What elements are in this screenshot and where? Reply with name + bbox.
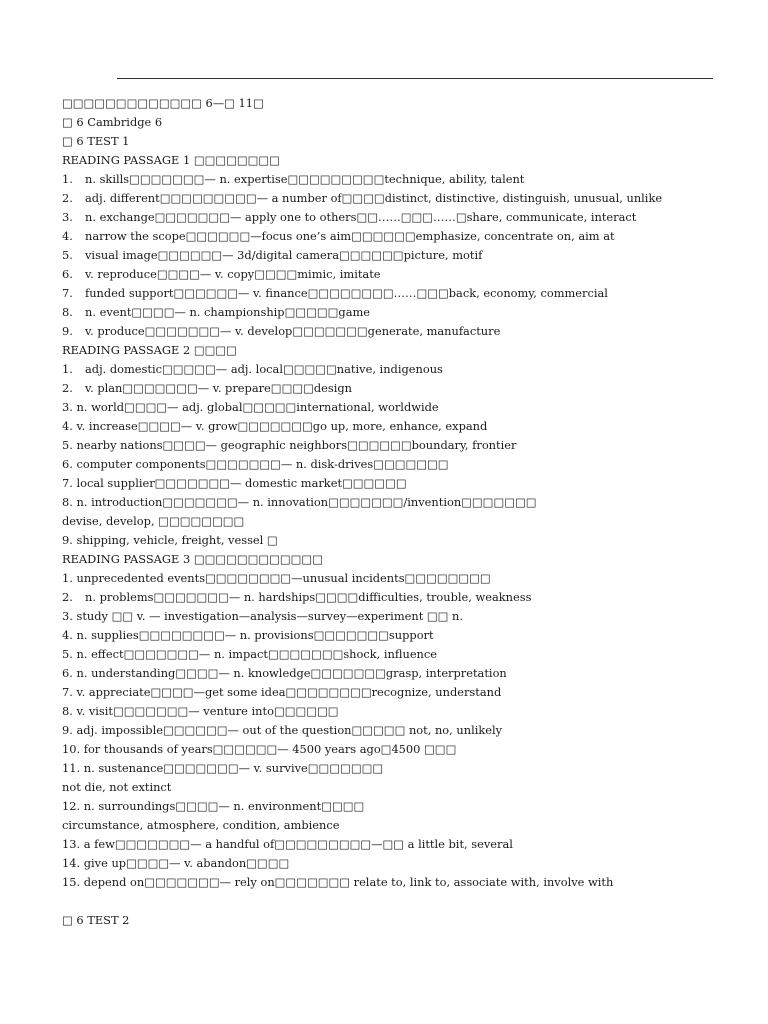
rp2-title: READING PASSAGE 2 □□□□: [62, 343, 237, 357]
item-text: visual image□□□□□□— 3d/digital camera□□□□□□picture, motif: [85, 248, 483, 262]
rp3-item: 10. for thousands of years□□□□□□— 4500 years ago□4500 □□□: [62, 742, 457, 756]
rp3-item: 11. n. sustenance□□□□□□□— v. survive□□□□□□□: [62, 761, 384, 775]
item-number: 1.: [62, 172, 73, 186]
item-number: 7.: [62, 286, 73, 300]
rp3-item: 1. unprecedented events□□□□□□□□—unusual incidents□□□□□□□□: [62, 571, 491, 585]
rp2-item: 4. v. increase□□□□— v. grow□□□□□□□go up, more, enhance, expand: [62, 419, 488, 433]
rp3-item: [62, 588, 752, 607]
rp3-item: 3. study □□ v. — investigation—analysis—survey—experiment □□ n.: [62, 609, 463, 623]
item-number: 2.: [62, 590, 73, 604]
item-text: adj. different□□□□□□□□□— a number of□□□□distinct, distinctive, distinguish, unusual, unlike: [85, 191, 663, 205]
rp1-item: [62, 170, 752, 189]
rp2-item: 5. nearby nations□□□□— geographic neighbors□□□□□□boundary, frontier: [62, 438, 517, 452]
rp3-item: 5. n. effect□□□□□□□— n. impact□□□□□□□shock, influence: [62, 647, 438, 661]
blank-line: [62, 892, 752, 911]
rp1-item: [62, 208, 752, 227]
rp1-item: [62, 227, 752, 246]
rp1-item: [62, 303, 752, 322]
rp3-item: not die, not extinct: [62, 780, 172, 794]
next-test-heading: □ 6 TEST 2: [62, 913, 130, 927]
item-text: narrow the scope□□□□□□—focus one’s aim□□□□□□emphasize, concentrate on, aim at: [85, 229, 615, 243]
item-text: n. skills□□□□□□□— n. expertise□□□□□□□□□technique, ability, talent: [85, 172, 525, 186]
rp3-item: 9. adj. impossible□□□□□□— out of the question□□□□□ not, no, unlikely: [62, 723, 503, 737]
item-text: funded support□□□□□□— v. finance□□□□□□□□……□□□back, economy, commercial: [85, 286, 608, 300]
rp2-item: 7. local supplier□□□□□□□— domestic market□□□□□□: [62, 476, 407, 490]
item-number: 2.: [62, 381, 73, 395]
rp3-item: 8. v. visit□□□□□□□— venture into□□□□□□: [62, 704, 339, 718]
item-text: n. exchange□□□□□□□— apply one to others□□……□□□……□share, communicate, interact: [85, 210, 637, 224]
item-number: 1.: [62, 362, 73, 376]
rp1-item: [62, 246, 752, 265]
header-rule: [117, 78, 713, 79]
rp3-item: 12. n. surroundings□□□□— n. environment□□□□: [62, 799, 365, 813]
rp3-item: 4. n. supplies□□□□□□□□— n. provisions□□□□□□□support: [62, 628, 434, 642]
rp2-item: [62, 379, 752, 398]
rp1-item: [62, 284, 752, 303]
rp2-item: 8. n. introduction□□□□□□□— n. innovation□□□□□□□/invention□□□□□□□: [62, 495, 537, 509]
rp1-title: READING PASSAGE 1 □□□□□□□□: [62, 153, 280, 167]
item-text: v. produce□□□□□□□— v. develop□□□□□□□generate, manufacture: [85, 324, 501, 338]
item-number: 6.: [62, 267, 73, 281]
rp2-item: 9. shipping, vehicle, freight, vessel □: [62, 533, 278, 547]
item-text: v. plan□□□□□□□— v. prepare□□□□design: [85, 381, 352, 395]
item-text: v. reproduce□□□□— v. copy□□□□mimic, imitate: [85, 267, 381, 281]
item-number: 5.: [62, 248, 73, 262]
rp1-item: [62, 189, 752, 208]
doc-header-line: □□□□□□□□□□□□□ 6—□ 11□: [62, 96, 264, 110]
item-number: 9.: [62, 324, 73, 338]
rp3-title: READING PASSAGE 3 □□□□□□□□□□□□: [62, 552, 323, 566]
rp1-item: [62, 265, 752, 284]
doc-header-line: □ 6 Cambridge 6: [62, 115, 163, 129]
rp3-item: 15. depend on□□□□□□□— rely on□□□□□□□ relate to, link to, associate with, involve with: [62, 875, 614, 889]
rp3-item: 7. v. appreciate□□□□—get some idea□□□□□□□□recognize, understand: [62, 685, 502, 699]
item-text: n. event□□□□— n. championship□□□□□game: [85, 305, 371, 319]
rp2-item: devise, develop, □□□□□□□□: [62, 514, 245, 528]
rp3-item: 6. n. understanding□□□□— n. knowledge□□□□□□□grasp, interpretation: [62, 666, 507, 680]
rp1-item: [62, 322, 752, 341]
doc-header-line: □ 6 TEST 1: [62, 134, 130, 148]
item-number: 4.: [62, 229, 73, 243]
item-number: 3.: [62, 210, 73, 224]
rp3-item: 14. give up□□□□— v. abandon□□□□: [62, 856, 290, 870]
rp2-item: [62, 360, 752, 379]
rp2-item: 3. n. world□□□□— adj. global□□□□□international, worldwide: [62, 400, 439, 414]
rp3-item: circumstance, atmosphere, condition, ambience: [62, 818, 340, 832]
item-text: adj. domestic□□□□□— adj. local□□□□□native, indigenous: [85, 362, 443, 376]
rp3-item: 13. a few□□□□□□□— a handful of□□□□□□□□□—□□ a little bit, several: [62, 837, 513, 851]
document-body: [62, 94, 752, 930]
item-text: n. problems□□□□□□□— n. hardships□□□□difficulties, trouble, weakness: [85, 590, 532, 604]
item-number: 2.: [62, 191, 73, 205]
rp2-item: 6. computer components□□□□□□□— n. disk-drives□□□□□□□: [62, 457, 449, 471]
item-number: 8.: [62, 305, 73, 319]
